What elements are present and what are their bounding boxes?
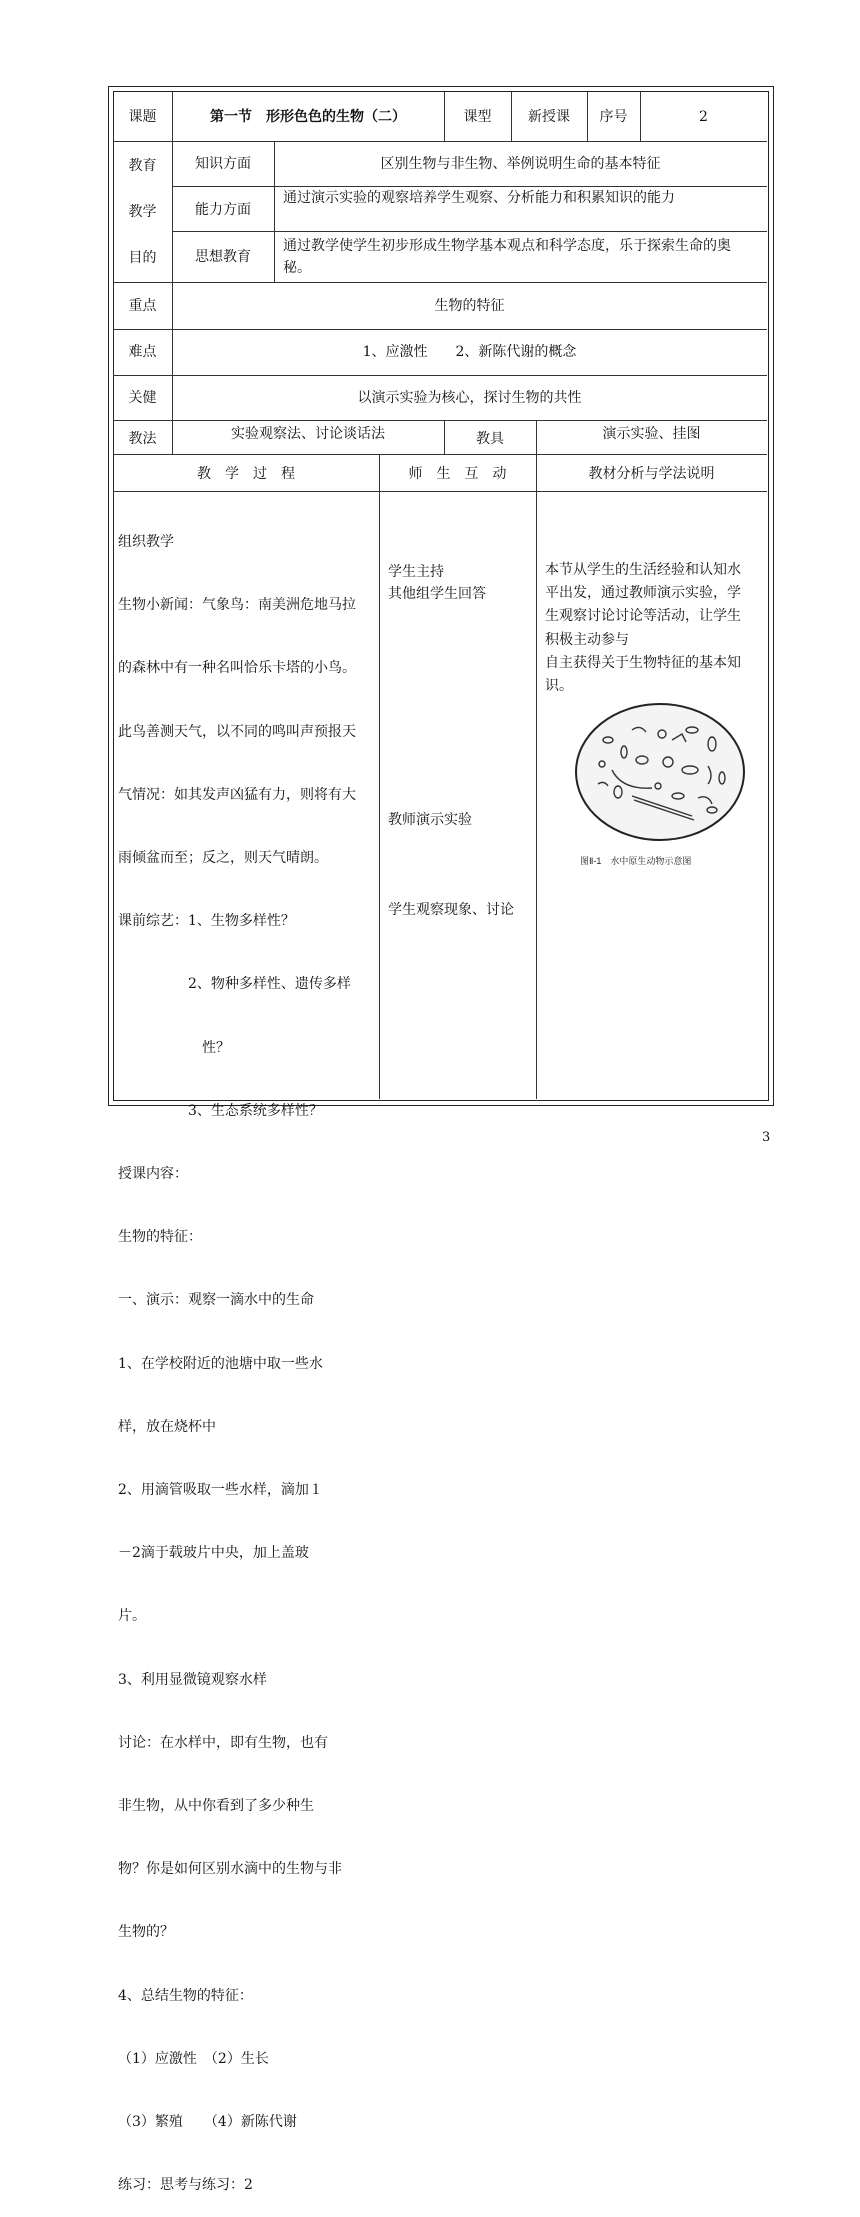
seq-value: 2: [699, 109, 708, 125]
method-label: 教法: [128, 431, 157, 447]
seq-label: 序号: [599, 109, 628, 125]
process-body: 组织教学 生物小新闻：气象鸟：南美洲危地马拉 的森林中有一种名叫恰乐卡塔的小鸟。 此鸟善测天气，以不同的鸣叫声预报天 气情况：如其发声凶猛有力，则将有大 雨倾盆而至；反之，则天气晴朗。 课前综艺：1、生物多样性？ 2、物种多样性、遗传多样 性？ 3、生态系统多样性？ 授课内容： 生物的特征： 一、演示：观察一滴水中的生命 1、在学校附近的池塘中取一些水 样，放在烧杯中 2、用滴管吸取一些水样，滴加１ －2滴于载玻片中央，加上盖玻 片。 3、利用显微镜观察水样 讨论：在水样中，即有生物，也有 非生物，从中你看到了多少种生 物？你是如何区别水滴中的生物与非 生物的？ 4、总结生物的特征： （1）应激性 （2）生长 （3）繁殖 （4）新陈代谢 练习：思考与练习：2: [118, 534, 356, 2194]
difficulty-text: 1、应激性 2、新陈代谢的概念: [362, 344, 577, 360]
figure-caption: 图Ⅱ-1 水中原生动物示意图: [580, 856, 692, 866]
protozoa-figure-icon: [572, 700, 748, 870]
key-point-label: 重点: [128, 298, 157, 314]
key-label: 关健: [128, 390, 157, 406]
goals-label: 教育 教学 目的: [128, 158, 157, 266]
analysis-header: 教材分析与学法说明: [588, 466, 715, 482]
interaction-demo: 教师演示实验: [388, 812, 472, 828]
thought-label: 思想教育: [195, 249, 251, 265]
page-number: 3: [762, 1130, 771, 1145]
thought-text: 通过教学使学生初步形成生物学基本观点和科学态度，乐于探索生命的奥 秘。: [283, 238, 731, 276]
type-value: 新授课: [528, 109, 570, 125]
interaction-answer: 其他组学生回答: [388, 586, 486, 602]
type-label: 课型: [463, 109, 492, 125]
analysis-text: 本节从学生的生活经验和认知水 平出发，通过教师演示实验，学 生观察讨论讨论等活动，让学生 积极主动参与 自主获得关于生物特征的基本知 识。: [545, 562, 741, 695]
method-text: 实验观察法、讨论谈话法: [231, 426, 385, 442]
knowledge-text: 区别生物与非生物、举例说明生命的基本特征: [380, 156, 661, 172]
ability-text: 通过演示实验的观察培养学生观察、分析能力和积累知识的能力: [283, 190, 675, 206]
ability-label: 能力方面: [195, 202, 251, 218]
key-text: 以演示实验为核心，探讨生物的共性: [357, 390, 582, 406]
process-header: 教 学 过 程: [197, 466, 295, 482]
interaction-observe: 学生观察现象、讨论: [388, 902, 514, 918]
lesson-title: 第一节 形形色色的生物（二）: [210, 109, 406, 125]
knowledge-label: 知识方面: [195, 156, 251, 172]
interaction-host: 学生主持: [388, 564, 444, 580]
key-point-text: 生物的特征: [434, 298, 505, 314]
tools-label: 教具: [476, 431, 504, 447]
tools-text: 演示实验、挂图: [602, 426, 701, 442]
difficulty-label: 难点: [128, 344, 157, 360]
topic-label: 课题: [128, 109, 157, 125]
interaction-header: 师 生 互 动: [408, 466, 507, 482]
